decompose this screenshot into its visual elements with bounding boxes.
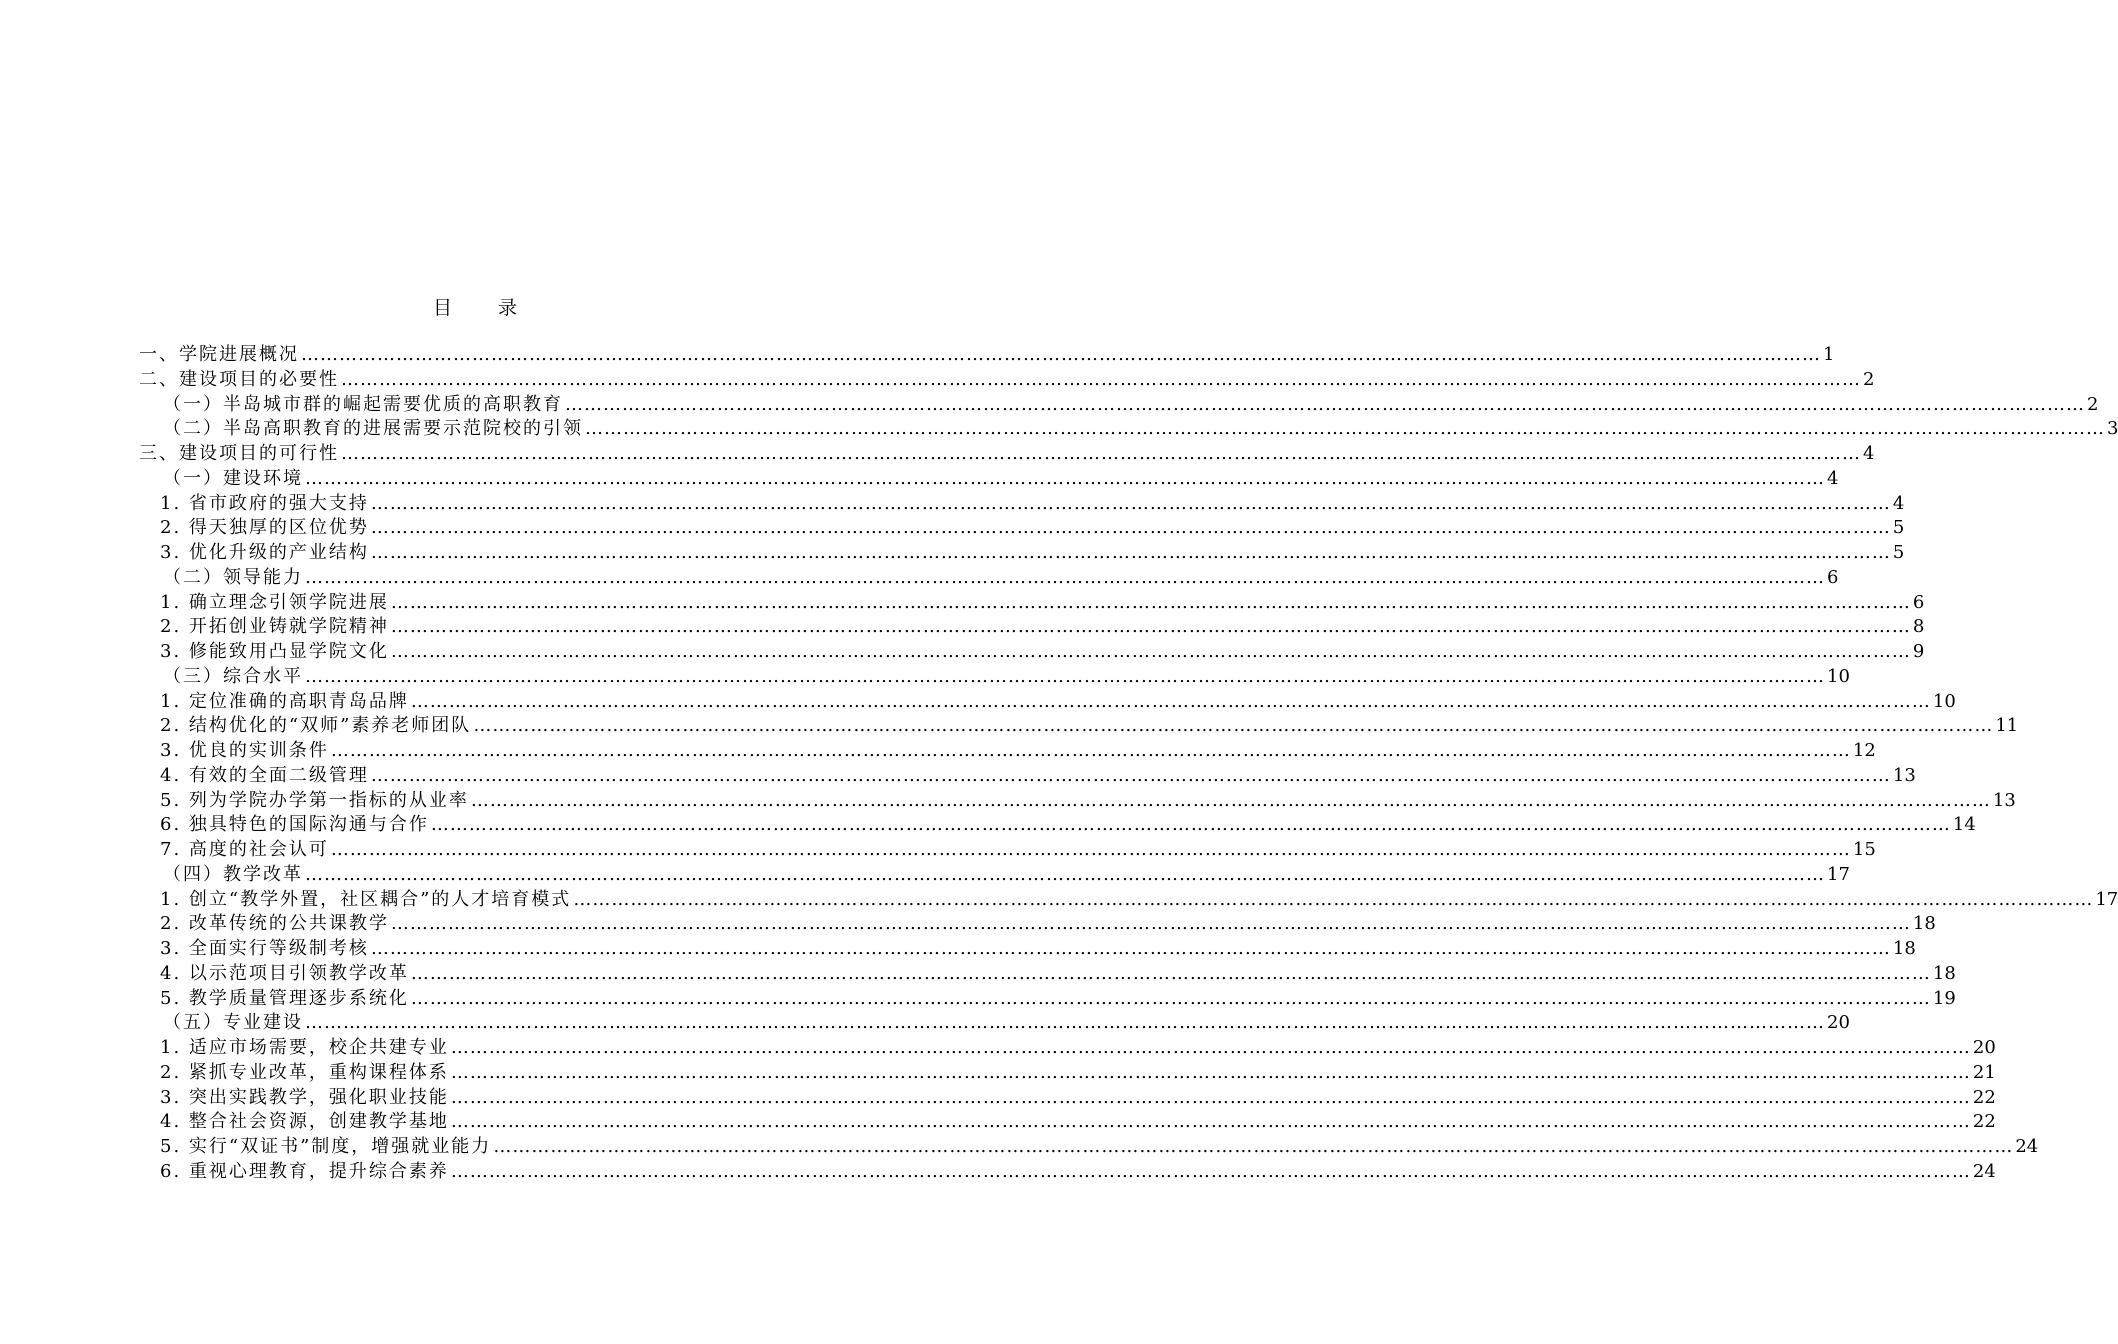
toc-entry-page-number: 4 bbox=[1827, 467, 1839, 489]
toc-entry-page-number: 2 bbox=[2087, 393, 2099, 415]
toc-entry[interactable] bbox=[0, 863, 1850, 888]
toc-entry[interactable] bbox=[0, 467, 1839, 492]
toc-entry[interactable] bbox=[0, 615, 1925, 640]
toc-entry-label: （五）专业建设 bbox=[163, 1012, 303, 1034]
toc-entry-page-number: 18 bbox=[1932, 962, 1956, 984]
toc-dot-leader: …………………………………………………………………………………………………………………………………………………………………………………………………………………… bbox=[301, 344, 1821, 365]
toc-entry[interactable] bbox=[0, 368, 1875, 393]
toc-dot-leader: …………………………………………………………………………………………………………………………………………………………………………………………………………………… bbox=[390, 591, 1911, 613]
toc-entry-label: 5. 列为学院办学第一指标的从业率 bbox=[160, 789, 469, 811]
toc-dot-leader: …………………………………………………………………………………………………………………………………………………………………………………………………………………… bbox=[450, 1086, 1971, 1108]
toc-entry[interactable] bbox=[0, 1135, 2039, 1160]
toc-entry-label: 5. 实行“双证书”制度，增强就业能力 bbox=[160, 1136, 492, 1157]
toc-dot-leader: …………………………………………………………………………………………………………………………………………………………………………………………………………………… bbox=[450, 1061, 1971, 1083]
toc-entry-page-number: 18 bbox=[1912, 913, 1936, 935]
toc-entry-page-number: 17 bbox=[1827, 863, 1850, 885]
toc-dot-leader: …………………………………………………………………………………………………………………………………………………………………………………………………………………… bbox=[450, 1160, 1971, 1182]
toc-dot-leader: …………………………………………………………………………………………………………………………………………………………………………………………………………………… bbox=[450, 1111, 1971, 1133]
toc-entry[interactable] bbox=[0, 566, 1839, 591]
toc-dot-leader: …………………………………………………………………………………………………………………………………………………………………………………………………………………… bbox=[430, 814, 1951, 836]
toc-entry-page-number: 10 bbox=[1932, 690, 1956, 712]
toc-dot-leader: …………………………………………………………………………………………………………………………………………………………………………………………………………………… bbox=[410, 987, 1931, 1009]
toc-entry-label: 3. 优化升级的产业结构 bbox=[160, 542, 369, 563]
toc-dot-leader: …………………………………………………………………………………………………………………………………………………………………………………………………………………… bbox=[370, 764, 1891, 786]
toc-dot-leader: …………………………………………………………………………………………………………………………………………………………………………………………………………………… bbox=[370, 517, 1891, 539]
toc-entry[interactable] bbox=[0, 1036, 1996, 1061]
toc-entry-label: 6. 重视心理教育，提升综合素养 bbox=[160, 1160, 449, 1182]
toc-entry[interactable] bbox=[0, 1160, 1996, 1185]
toc-entry-page-number: 22 bbox=[1972, 1086, 1996, 1108]
toc-dot-leader: …………………………………………………………………………………………………………………………………………………………………………………………………………………… bbox=[305, 566, 1825, 588]
toc-entry[interactable] bbox=[0, 987, 1956, 1012]
toc-entry-label: 3. 修能致用凸显学院文化 bbox=[160, 641, 389, 662]
toc-dot-leader: …………………………………………………………………………………………………………………………………………………………………………………………………………………… bbox=[305, 665, 1825, 687]
toc-entry-label: 1. 确立理念引领学院进展 bbox=[160, 591, 389, 613]
toc-entry-label: 3. 优良的实训条件 bbox=[160, 740, 329, 761]
toc-entry[interactable] bbox=[0, 1061, 1996, 1086]
toc-dot-leader: …………………………………………………………………………………………………………………………………………………………………………………………………………………… bbox=[473, 715, 1994, 737]
toc-dot-leader: …………………………………………………………………………………………………………………………………………………………………………………………………………………… bbox=[341, 443, 1861, 464]
toc-entry-label: 2. 紧抓专业改革，重构课程体系 bbox=[160, 1061, 449, 1083]
toc-dot-leader: …………………………………………………………………………………………………………………………………………………………………………………………………………………… bbox=[450, 1037, 1971, 1058]
toc-entry-page-number: 14 bbox=[1952, 814, 1976, 836]
toc-entry[interactable] bbox=[0, 690, 1956, 715]
toc-dot-leader: …………………………………………………………………………………………………………………………………………………………………………………………………………………… bbox=[370, 938, 1891, 959]
toc-dot-leader: …………………………………………………………………………………………………………………………………………………………………………………………………………………… bbox=[341, 368, 1861, 390]
toc-entry-label: 2. 结构优化的“双师”素养老师团队 bbox=[160, 715, 472, 737]
toc-entry-label: 4. 有效的全面二级管理 bbox=[160, 764, 369, 786]
table-of-contents bbox=[0, 343, 2118, 1185]
toc-entry-page-number: 11 bbox=[1995, 715, 2019, 737]
toc-entry[interactable] bbox=[0, 838, 1876, 863]
toc-entry[interactable] bbox=[0, 714, 2019, 739]
toc-dot-leader: …………………………………………………………………………………………………………………………………………………………………………………………………………………… bbox=[493, 1136, 2014, 1157]
toc-entry-label: 1. 定位准确的高职青岛品牌 bbox=[160, 690, 409, 712]
toc-entry[interactable] bbox=[0, 1110, 1996, 1135]
toc-entry[interactable] bbox=[0, 343, 1835, 368]
toc-entry[interactable] bbox=[0, 393, 2099, 418]
toc-dot-leader: …………………………………………………………………………………………………………………………………………………………………………………………………………………… bbox=[330, 839, 1851, 860]
toc-entry-label: （一）半岛城市群的崛起需要优质的高职教育 bbox=[163, 393, 563, 415]
toc-entry-label: 2. 开拓创业铸就学院精神 bbox=[160, 616, 389, 638]
toc-entry-label: 一、学院进展概况 bbox=[139, 344, 299, 365]
toc-entry-label: （四）教学改革 bbox=[163, 863, 303, 885]
toc-entry-page-number: 2 bbox=[1863, 368, 1875, 390]
toc-dot-leader: …………………………………………………………………………………………………………………………………………………………………………………………………………………… bbox=[370, 542, 1891, 563]
toc-entry-label: 三、建设项目的可行性 bbox=[139, 443, 339, 464]
toc-entry[interactable] bbox=[0, 888, 2118, 913]
toc-dot-leader: …………………………………………………………………………………………………………………………………………………………………………………………………………………… bbox=[370, 492, 1891, 514]
page-title: 目录 bbox=[432, 297, 563, 319]
toc-entry-label: 4. 整合社会资源，创建教学基地 bbox=[160, 1111, 449, 1133]
toc-entry[interactable] bbox=[0, 962, 1956, 987]
toc-dot-leader: …………………………………………………………………………………………………………………………………………………………………………………………………………………… bbox=[305, 863, 1825, 885]
toc-entry-page-number: 15 bbox=[1852, 839, 1876, 860]
toc-entry-label: 2. 改革传统的公共课教学 bbox=[160, 913, 389, 935]
toc-entry-page-number: 24 bbox=[1972, 1160, 1996, 1182]
toc-dot-leader: …………………………………………………………………………………………………………………………………………………………………………………………………………………… bbox=[390, 641, 1911, 662]
toc-entry-page-number: 20 bbox=[1972, 1037, 1996, 1058]
toc-entry-label: 6. 独具特色的国际沟通与合作 bbox=[160, 814, 429, 836]
toc-dot-leader: …………………………………………………………………………………………………………………………………………………………………………………………………………………… bbox=[470, 789, 1991, 811]
toc-entry-page-number: 19 bbox=[1932, 987, 1956, 1009]
toc-dot-leader: …………………………………………………………………………………………………………………………………………………………………………………………………………………… bbox=[305, 467, 1825, 489]
toc-entry[interactable] bbox=[0, 1086, 1996, 1111]
toc-entry-page-number: 10 bbox=[1827, 665, 1850, 687]
toc-entry-page-number: 13 bbox=[1892, 764, 1916, 786]
toc-entry[interactable] bbox=[0, 591, 1925, 616]
toc-entry-label: 2. 得天独厚的区位优势 bbox=[160, 517, 369, 539]
toc-dot-leader: …………………………………………………………………………………………………………………………………………………………………………………………………………………… bbox=[565, 393, 2085, 415]
toc-entry-label: 7. 高度的社会认可 bbox=[160, 839, 329, 860]
toc-entry-label: 3. 全面实行等级制考核 bbox=[160, 938, 369, 959]
toc-entry[interactable] bbox=[0, 516, 1905, 541]
toc-entry-label: （二）半岛高职教育的进展需要示范院校的引领 bbox=[163, 418, 583, 440]
toc-entry-page-number: 6 bbox=[1827, 566, 1839, 588]
toc-dot-leader: …………………………………………………………………………………………………………………………………………………………………………………………………………………… bbox=[410, 690, 1931, 712]
toc-entry-page-number: 8 bbox=[1912, 616, 1925, 638]
toc-dot-leader: …………………………………………………………………………………………………………………………………………………………………………………………………………………… bbox=[305, 1012, 1825, 1034]
toc-entry-page-number: 1 bbox=[1823, 344, 1835, 365]
toc-entry-page-number: 22 bbox=[1972, 1111, 1996, 1133]
toc-entry[interactable] bbox=[0, 492, 1905, 517]
toc-entry[interactable] bbox=[0, 442, 1875, 467]
toc-dot-leader: …………………………………………………………………………………………………………………………………………………………………………………………………………………… bbox=[585, 418, 2105, 440]
toc-entry[interactable] bbox=[0, 937, 1916, 962]
toc-entry[interactable] bbox=[0, 813, 1976, 838]
toc-entry-label: 3. 突出实践教学，强化职业技能 bbox=[160, 1086, 449, 1108]
toc-entry[interactable] bbox=[0, 739, 1876, 764]
toc-entry[interactable] bbox=[0, 764, 1916, 789]
toc-entry[interactable] bbox=[0, 417, 2118, 442]
toc-entry-page-number: 13 bbox=[1992, 789, 2016, 811]
toc-entry-page-number: 18 bbox=[1892, 938, 1916, 959]
toc-entry-page-number: 20 bbox=[1827, 1012, 1850, 1034]
toc-dot-leader: …………………………………………………………………………………………………………………………………………………………………………………………………………………… bbox=[390, 616, 1911, 638]
toc-entry-label: 1. 省市政府的强大支持 bbox=[160, 492, 369, 514]
toc-entry[interactable] bbox=[0, 1011, 1850, 1036]
toc-entry-page-number: 4 bbox=[1863, 443, 1875, 464]
toc-entry-label: 二、建设项目的必要性 bbox=[139, 368, 339, 390]
toc-dot-leader: …………………………………………………………………………………………………………………………………………………………………………………………………………………… bbox=[390, 913, 1911, 935]
toc-entry[interactable] bbox=[0, 912, 1936, 937]
toc-entry-page-number: 9 bbox=[1912, 641, 1925, 662]
toc-dot-leader: …………………………………………………………………………………………………………………………………………………………………………………………………………………… bbox=[410, 962, 1931, 984]
toc-entry-label: （三）综合水平 bbox=[163, 665, 303, 687]
toc-entry-label: 5. 教学质量管理逐步系统化 bbox=[160, 987, 409, 1009]
toc-entry-label: （一）建设环境 bbox=[163, 467, 303, 489]
toc-entry-label: 1. 创立“教学外置，社区耦合”的人才培育模式 bbox=[160, 888, 572, 910]
toc-entry-page-number: 12 bbox=[1852, 740, 1876, 761]
toc-entry-page-number: 5 bbox=[1892, 542, 1905, 563]
toc-dot-leader: …………………………………………………………………………………………………………………………………………………………………………………………………………………… bbox=[573, 888, 2094, 910]
toc-entry[interactable] bbox=[0, 665, 1850, 690]
toc-dot-leader: …………………………………………………………………………………………………………………………………………………………………………………………………………………… bbox=[330, 740, 1851, 761]
toc-entry-page-number: 6 bbox=[1912, 591, 1925, 613]
toc-entry-page-number: 17 bbox=[2095, 888, 2118, 910]
toc-entry-page-number: 21 bbox=[1972, 1061, 1996, 1083]
toc-entry[interactable] bbox=[0, 789, 2016, 814]
toc-entry-label: 4. 以示范项目引领教学改革 bbox=[160, 962, 409, 984]
toc-entry[interactable] bbox=[0, 541, 1905, 566]
toc-entry-page-number: 5 bbox=[1892, 517, 1905, 539]
toc-entry-page-number: 3 bbox=[2107, 418, 2118, 440]
toc-entry[interactable] bbox=[0, 640, 1925, 665]
toc-entry-label: 1. 适应市场需要，校企共建专业 bbox=[160, 1037, 449, 1058]
toc-entry-label: （二）领导能力 bbox=[163, 566, 303, 588]
toc-entry-page-number: 4 bbox=[1892, 492, 1905, 514]
toc-entry-page-number: 24 bbox=[2015, 1136, 2039, 1157]
